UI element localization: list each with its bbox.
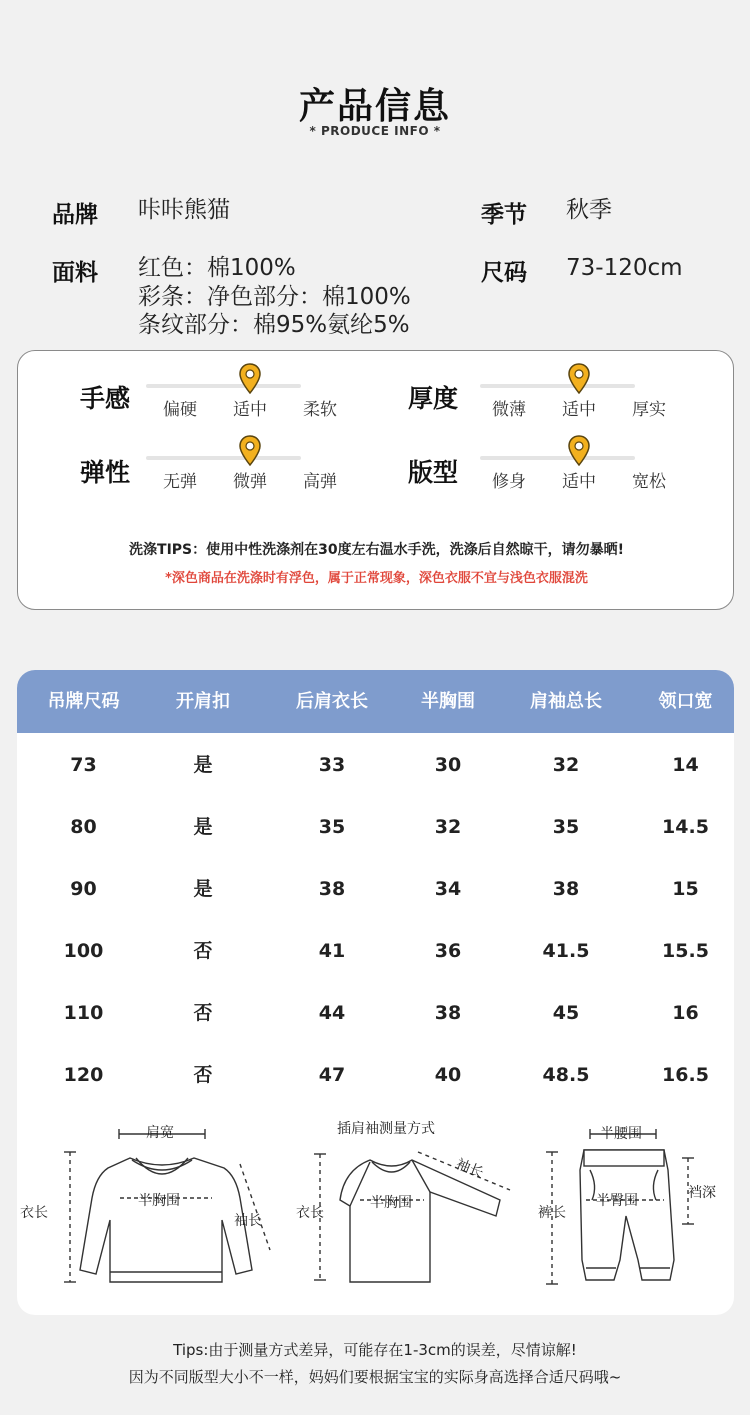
column-header-tag-size: 吊牌尺码 [47,691,120,712]
column-header-shoulder-button: 开肩扣 [176,691,230,712]
table-cell: 是 [193,816,213,838]
fit-option-1: 修身 [492,472,526,492]
table-cell: 90 [70,878,97,900]
table-cell: 否 [193,1002,213,1024]
page-subtitle: * PRODUCE INFO * [309,124,441,138]
fit-option-3: 宽松 [632,472,666,492]
pants-illustration [542,1120,732,1300]
column-header-neck-width: 领口宽 [658,691,713,712]
wash-tips: 洗涤TIPS：使用中性洗涤剂在30度左右温水手洗，洗涤后自然晾干，请勿暴晒! [129,542,624,558]
thickness-scale-track [480,384,635,388]
column-header-sleeve-length: 肩袖总长 [530,691,602,712]
thickness-option-3: 厚实 [632,400,666,420]
table-row [17,1044,734,1106]
fit-scale-track [480,456,635,460]
raglan-diagram [296,1120,530,1300]
raglan-method-label: 插肩袖测量方式 [337,1121,435,1137]
elasticity-option-1: 无弹 [163,472,197,492]
attr-label-thickness: 厚度 [408,384,459,413]
pants-length-label: 裤长 [538,1205,566,1221]
footer-tip-1: Tips:由于测量方式差异，可能存在1-3cm的误差，尽情谅解! [173,1341,577,1359]
footer-tip-2: 因为不同版型大小不一样，妈妈们要根据宝宝的实际身高选择合适尺码哦~ [128,1368,622,1386]
half-waist-label: 半腰围 [600,1126,642,1142]
table-cell: 100 [63,940,104,962]
size-label: 尺码 [481,260,527,286]
half-chest-label: 半胸围 [138,1193,180,1209]
table-row [17,858,734,920]
table-cell: 120 [63,1064,104,1086]
attr-label-feel: 手感 [80,384,131,413]
page-title: 产品信息 [298,86,451,127]
elasticity-option-3: 高弹 [303,472,337,492]
table-cell: 33 [318,754,346,776]
half-hip-label: 半臀围 [596,1193,638,1209]
table-cell: 是 [193,754,213,776]
thickness-option-1: 微薄 [492,400,526,420]
table-cell: 14.5 [662,816,709,838]
wash-warning: *深色商品在洗涤时有浮色，属于正常现象，深色衣服不宜与浅色衣服混洗 [165,571,588,586]
column-header-half-chest: 半胸围 [421,691,475,712]
sleeve-length-label: 袖长 [234,1213,262,1229]
elasticity-option-2: 微弹 [233,472,267,492]
location-pin-icon [238,363,262,395]
fit-option-2: 适中 [562,472,596,492]
table-cell: 73 [70,754,97,776]
table-cell: 41.5 [542,940,590,962]
attr-label-elasticity: 弹性 [80,458,131,487]
column-header-back-length: 后肩衣长 [296,691,368,712]
brand-value: 咔咔熊猫 [138,197,230,223]
raglan-chest-label: 半胸围 [370,1195,412,1211]
table-cell: 15.5 [662,940,709,962]
table-cell: 32 [434,816,462,838]
table-cell: 14 [672,754,699,776]
table-cell: 48.5 [542,1064,590,1086]
table-header [17,670,734,733]
rise-label: 裆深 [688,1185,716,1201]
table-cell: 80 [70,816,97,838]
elasticity-scale-track [146,456,301,460]
table-cell: 否 [193,1064,213,1086]
table-row [17,920,734,982]
table-cell: 45 [552,1002,580,1024]
table-cell: 15 [672,878,699,900]
raglan-sleeve-label: 袖长 [453,1156,486,1182]
table-row [17,734,734,796]
raglan-illustration [300,1120,530,1300]
table-cell: 否 [193,940,213,962]
table-cell: 是 [193,878,213,900]
attribute-panel [17,350,734,610]
table-cell: 16 [672,1002,699,1024]
size-table [17,670,734,1315]
table-cell: 16.5 [662,1064,709,1086]
table-cell: 35 [552,816,580,838]
feel-option-2: 适中 [233,400,267,420]
table-cell: 36 [434,940,462,962]
thickness-option-2: 适中 [562,400,596,420]
fabric-line-2: 彩条：净色部分：棉100% [138,284,411,310]
feel-option-1: 偏硬 [163,400,197,420]
table-cell: 38 [552,878,580,900]
pants-diagram [538,1120,732,1300]
season-label: 季节 [481,202,527,228]
table-cell: 32 [552,754,580,776]
feel-option-3: 柔软 [303,400,337,420]
fabric-label: 面料 [52,260,98,286]
fabric-line-3: 条纹部分：棉95%氨纶5% [138,312,410,338]
table-cell: 44 [318,1002,346,1024]
table-cell: 38 [318,878,346,900]
table-cell: 110 [63,1002,104,1024]
body-length-label: 衣长 [20,1205,48,1221]
fabric-line-1: 红色：棉100% [138,255,296,281]
raglan-length-label: 衣长 [296,1205,324,1221]
location-pin-icon [567,363,591,395]
season-value: 秋季 [566,197,612,223]
attr-label-fit: 版型 [408,458,459,487]
sweater-diagram [20,1120,282,1300]
size-value: 73-120cm [566,255,683,281]
table-cell: 47 [318,1064,346,1086]
brand-label: 品牌 [52,202,98,228]
shoulder-width-label: 肩宽 [146,1125,174,1141]
location-pin-icon [238,435,262,467]
table-row [17,982,734,1044]
table-cell: 38 [434,1002,462,1024]
table-cell: 40 [434,1064,462,1086]
location-pin-icon [567,435,591,467]
feel-scale-track [146,384,301,388]
table-cell: 41 [318,940,346,962]
table-cell: 30 [434,754,462,776]
table-cell: 35 [318,816,346,838]
table-row [17,796,734,858]
table-cell: 34 [434,878,462,900]
